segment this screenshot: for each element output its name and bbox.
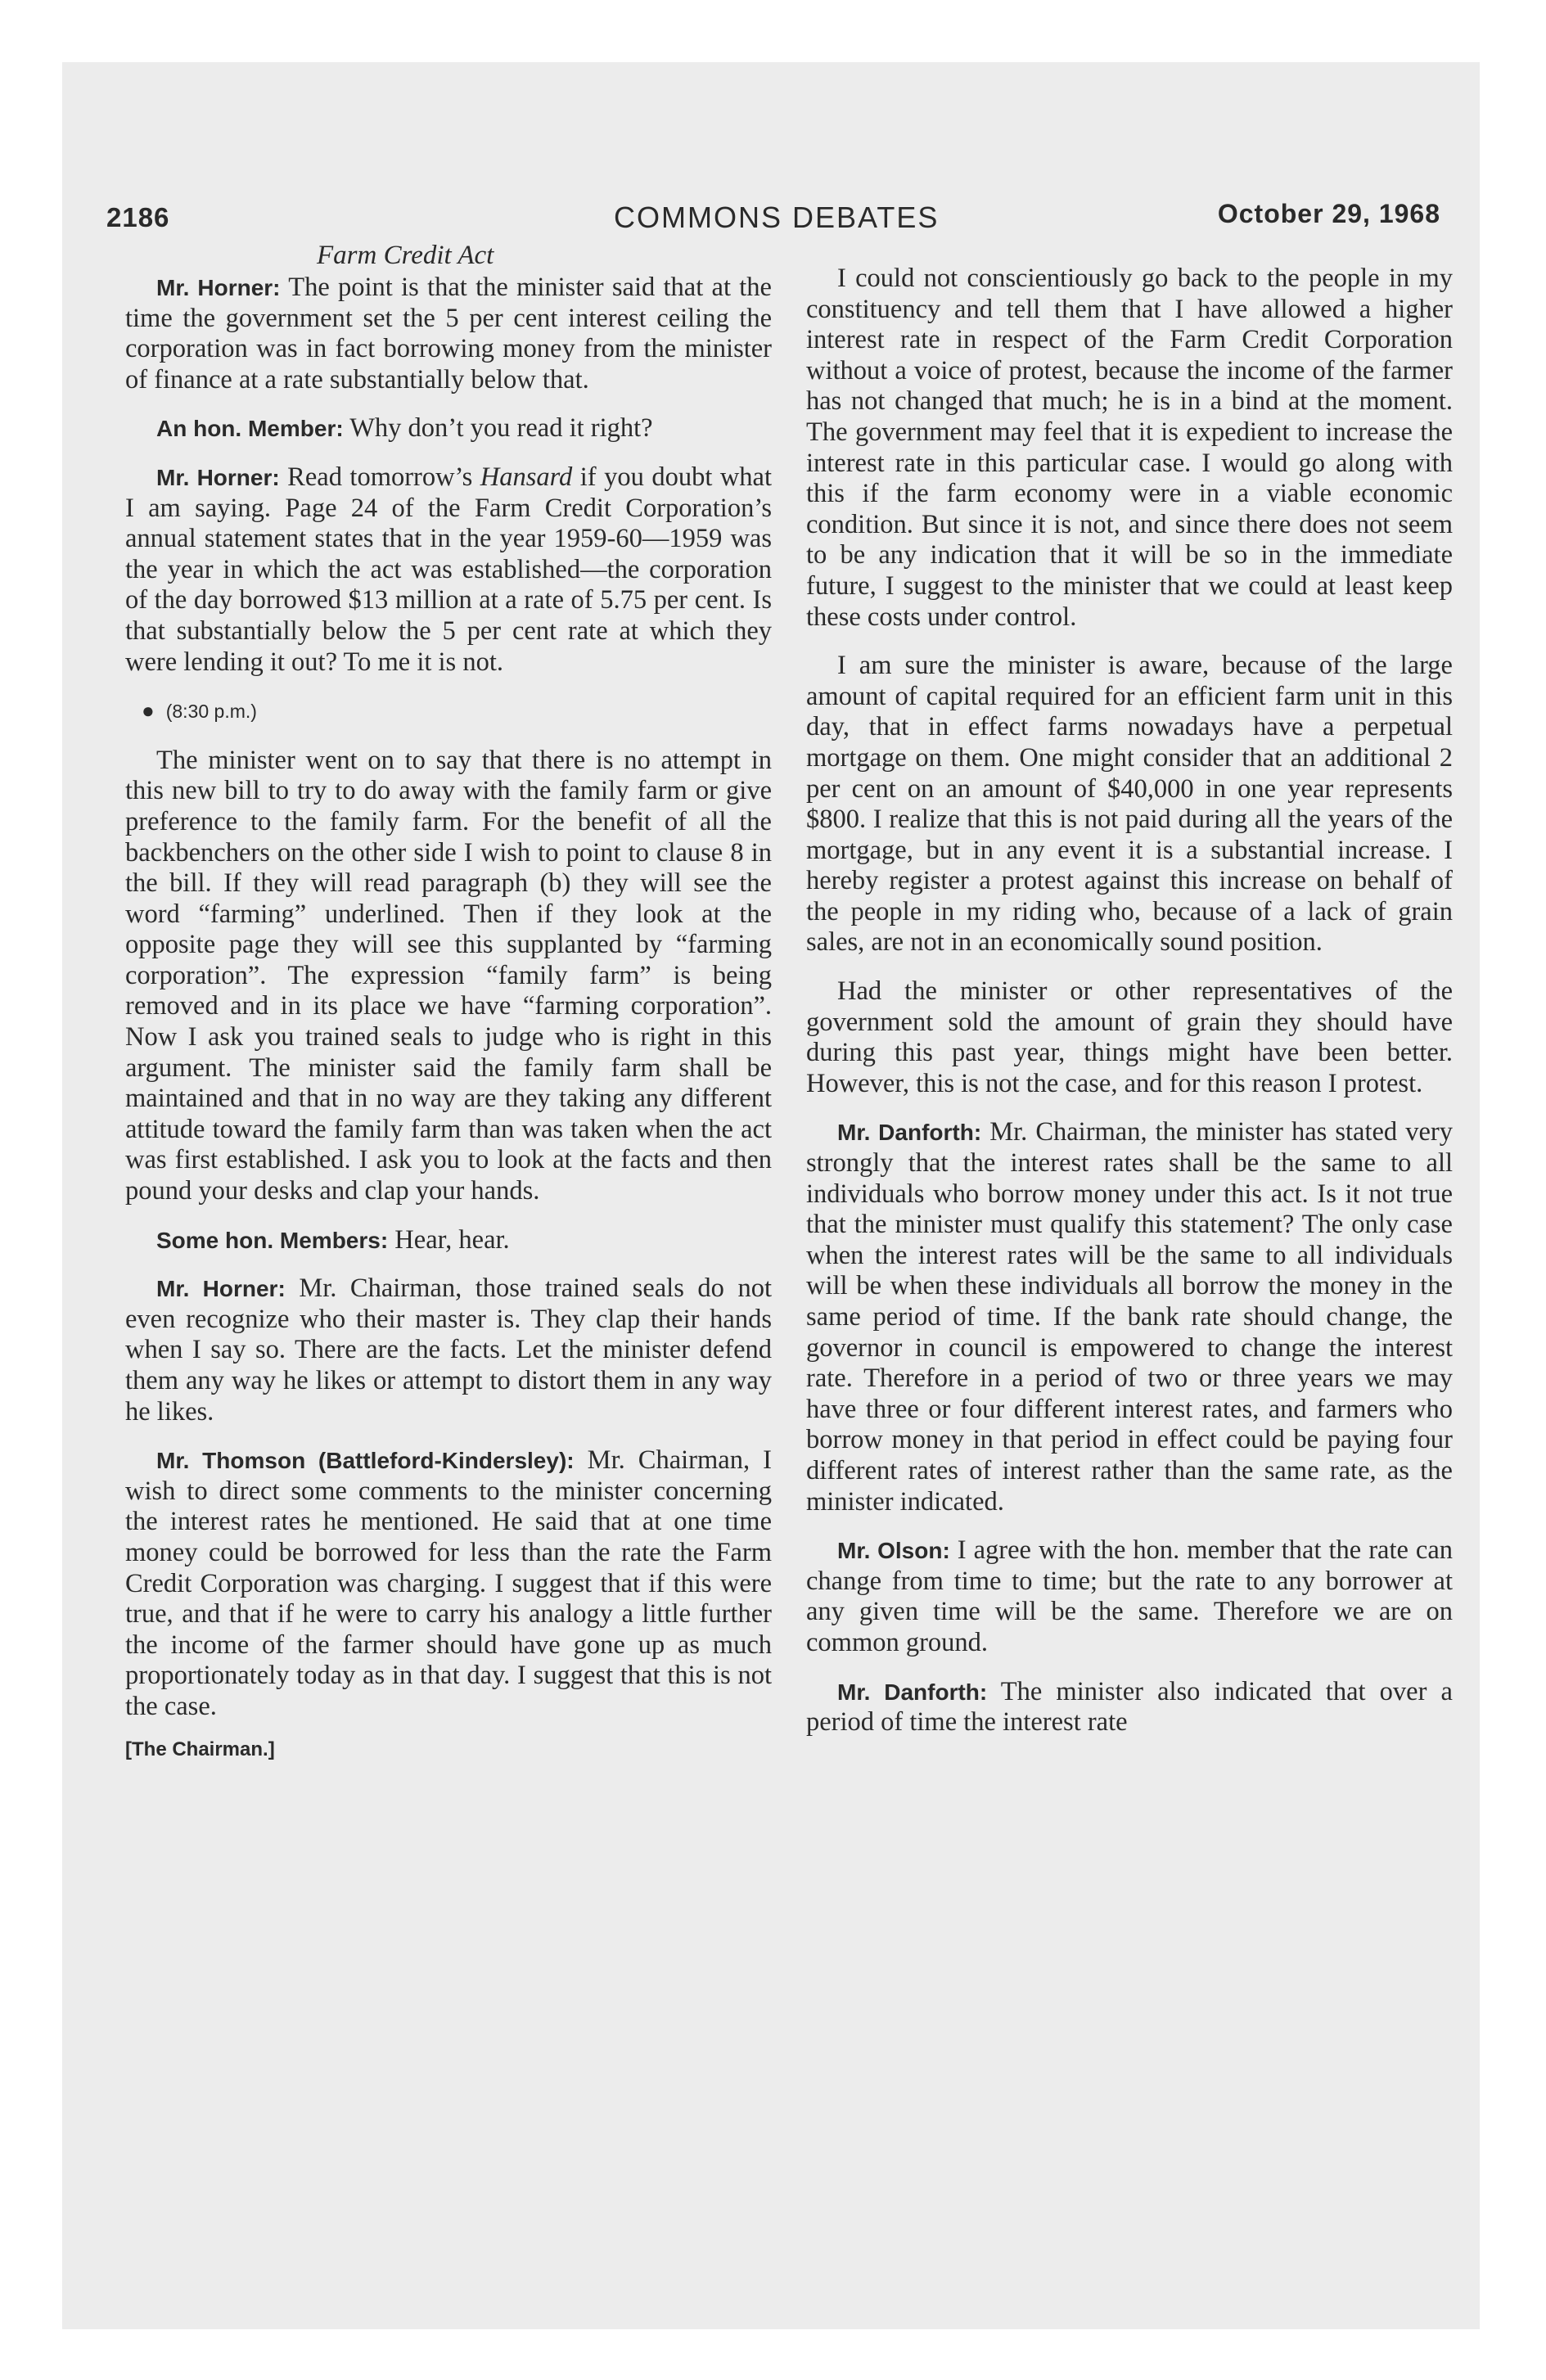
speaker-name: Mr. Thomson (Battleford-Kindersley): <box>156 1448 575 1474</box>
speech-text: Mr. Chairman, the minister has stated very strongly that the interest rates shall be the same to all individuals who borrow money under this act. Is it not true that the minister must qualify this statement? The only case when the interest rates will be the same to all individuals will be when these individuals all borrow the money in the same period of time. If the bank rate should change, the governor in council is empowered to change the interest rate. Therefore in a period of two or three years we may have three or four different interest rates, and farmers who borrow money in that period in effect could be paying four different rates of interest rather than the same rate, as the minister indicated. <box>806 1117 1453 1517</box>
paragraph <box>806 651 1453 958</box>
speech-text: The minister also indicated that over a period of time the interest rate <box>806 1676 1453 1738</box>
paragraph <box>125 273 772 395</box>
speaker-name: Mr. Danforth: <box>837 1120 982 1146</box>
paragraph <box>806 1535 1453 1658</box>
section-subtitle: Farm Credit Act <box>317 241 494 270</box>
bullet-icon: ● <box>142 698 155 723</box>
paragraph <box>125 1225 772 1256</box>
speech-text: The minister went on to say that there is no attempt in this new bill to try to do away with the family farm or give preference to the family farm. For the benefit of all the backbenchers on the other side I wish to point to clause 8 in the bill. If they will read paragraph (b) they will see the word “farming” underlined. Then if they look at the opposite page they will see this supplanted by “farming corporation”. The expression “family farm” is being removed and in its place we have “farming corporation”. Now I ask you trained seals to judge who is right in this argument. The minister said the family farm shall be maintained and that in no way are they taking any different attitude toward the family farm than was taken when the act was first established. I ask you to look at the facts and then pound your desks and clap your hands. <box>125 745 772 1206</box>
page-header <box>106 201 1440 241</box>
right-column <box>806 264 1453 1738</box>
speech-text: Had the minister or other representatives of the government sold the amount of grain they should have during this past year, things might have been better. However, this is not the case, and for this reason I protest. <box>806 976 1453 1098</box>
speech-text: The point is that the minister said that at the time the government set the 5 per cent interest ceiling the corporation was in fact borrowing money from the minister of finance at a rate substantially below that. <box>125 273 772 394</box>
speaker-name: Some hon. Members: <box>156 1227 389 1253</box>
paragraph <box>125 1273 772 1427</box>
speech-text: Mr. Chairman, I wish to direct some comments to the minister concerning the interest rates he mentioned. He said that at one time money could be borrowed for less than the rate the Farm Credit Corporation was charging. I suggest that if this were true, and that if he were to carry his analogy a little further the income of the farmer should have gone up as much proportionately today as in that day. I suggest that this is not the case. <box>125 1445 772 1721</box>
speech-text: Why don’t you read it right? <box>349 413 653 444</box>
speaker-name: Mr. Olson: <box>837 1538 950 1564</box>
publication-title: COMMONS DEBATES <box>614 201 940 234</box>
speaker-name: Mr. Horner: <box>156 275 281 300</box>
paragraph <box>806 264 1453 633</box>
paragraph <box>806 1677 1453 1738</box>
paragraph <box>125 746 772 1207</box>
paragraph <box>806 1117 1453 1517</box>
speech-text: I am sure the minister is aware, because of the large amount of capital required for an efficient farm unit in this day, that in effect farms nowadays have a perpetual mortgage on them. One might consider that an additional 2 per cent on an amount of $40,000 in one year represents $800. I realize that this is not paid during all the years of the mortgage, but in any event it is a substantial increase. I hereby register a protest against this increase on behalf of the people in my riding who, because of a lack of grain sales, are not in an economically sound position. <box>806 651 1453 958</box>
paragraph <box>125 413 772 444</box>
page-number: 2186 <box>106 202 170 232</box>
speaker-name: Mr. Horner: <box>156 1276 286 1302</box>
speaker-name: Mr. Danforth: <box>837 1679 988 1705</box>
publication-date: October 29, 1968 <box>1217 199 1440 228</box>
time-text: (8:30 p.m.) <box>165 701 257 723</box>
chair-note: [The Chairman.] <box>125 1738 275 1760</box>
paragraph <box>806 976 1453 1099</box>
speaker-name: Mr. Horner: <box>156 464 280 490</box>
speech-text: Hear, hear. <box>394 1224 510 1255</box>
speech-text: Read tomorrow’s <box>287 462 473 492</box>
speaker-name: An hon. Member: <box>156 416 344 442</box>
speech-text: if you doubt what I am saying. Page 24 of the Farm Credit Corporation’s annual statement states that in the year 1959-60—1959 was the year in which the act was established—the corporation of the day borrowed $13 million at a rate of 5.75 per cent. Is that substantially below the 5 per cent rate at which they were lending it out? To me it is not. <box>125 462 772 677</box>
left-column <box>125 273 772 1765</box>
speech-text: I could not conscientiously go back to the people in my constituency and tell them that I have allowed a higher interest rate in respect of the Farm Credit Corporation without a voice of protest, because the income of the farmer has not changed that much; he is in a bind at the moment. The government may feel that it is expedient to increase the interest rate in this particular case. I would go along with this if the farm economy were in a viable economic condition. But since it is not, and since there does not seem to be any indication that it will be so in the immediate future, I suggest to the minister that we could at least keep these costs under control. <box>806 264 1453 632</box>
time-stamp <box>125 696 772 728</box>
speech-text-italic: Hansard <box>480 462 573 492</box>
paragraph <box>125 1445 772 1722</box>
speech-text: I agree with the hon. member that the rate can change from time to time; but the rate to any borrower at any given time will be the same. Therefore we are on common ground. <box>806 1535 1453 1657</box>
paragraph <box>125 462 772 678</box>
speech-text: Mr. Chairman, those trained seals do not even recognize who their master is. They clap their hands when I say so. There are the facts. Let the minister defend them any way he likes or attempt to distort them in any way he likes. <box>125 1273 772 1427</box>
